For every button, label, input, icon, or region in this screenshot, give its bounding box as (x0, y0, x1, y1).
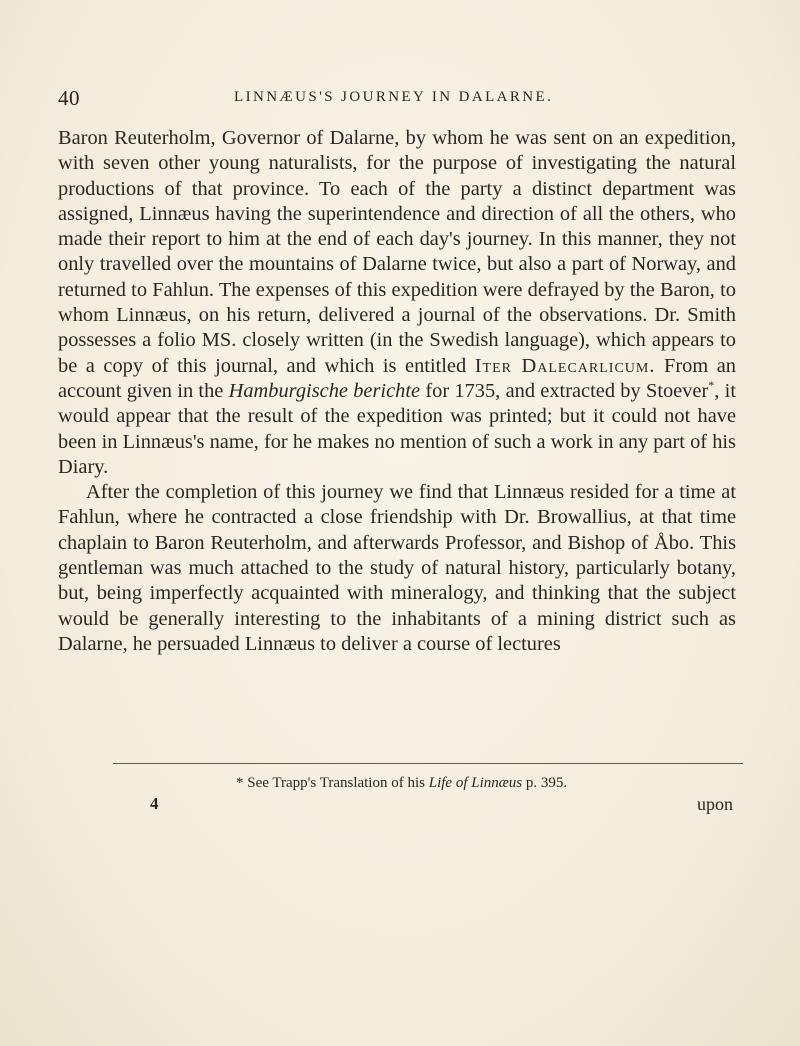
paragraph-1-text-b: From an account given in the (58, 354, 736, 402)
footnote-divider (113, 763, 743, 764)
work-title-iter-dalecarlicum: Iter Dalecarlicum. (474, 354, 656, 377)
body-text (58, 126, 736, 657)
footnote-work-title: Life of Linnæus (428, 775, 523, 791)
paragraph-1 (58, 126, 736, 480)
paragraph-1-text-a: Baron Reuterholm, Governor of Dalarne, by whom he was sent on an expedition, with seven other young naturalists, for the purpose of investigating the natural productions of that province. To each of the party a distinct department was assigned, Linnæus having the superintendence and direction of all the others, who made their report to him at the end of each day's journey. In this manner, they not only travelled over the mountains of Dalarne twice, but also a part of Norway, and returned to Fahlun. The expenses of this expedition were defrayed by the Baron, to whom Linnæus, on his return, delivered a journal of the observations. Dr. Smith possesses a folio MS. closely written (in the Swedish language), which appears to be a copy of this journal, and which is entitled (58, 127, 736, 377)
footnote-reference[interactable]: * (708, 378, 715, 393)
work-title-hamburgische-berichte: Hamburgische berichte (228, 379, 421, 402)
footnote-text-a: See Trapp's Translation of his (243, 775, 429, 791)
paragraph-2 (58, 480, 736, 657)
catchword: upon (697, 794, 733, 814)
footnote-marker: * (236, 775, 244, 791)
page-number: 40 (58, 86, 80, 110)
footnote-text-b: p. 395. (522, 775, 568, 791)
running-head (58, 86, 748, 110)
running-title: LINNÆUS'S JOURNEY IN DALARNE. (234, 89, 554, 105)
paragraph-1-text-d: , it would appear that the result of the expedition was printed; but it could not have been in Linnæus's name, for he makes no mention of such a work in any part of his Diary. (58, 379, 736, 478)
footnote (236, 774, 746, 792)
signature-mark: 4 (150, 794, 159, 813)
paragraph-2-text: After the completion of this journey we find that Linnæus resided for a time at Fahlun, where he contracted a close friendship with Dr. Browallius, at that time chaplain to Baron Reuterholm, and afterwards Professor, and Bishop of Åbo. This gentleman was much attached to the study of natural history, particularly botany, but, being imperfectly acquainted with mineralogy, and thinking that the subject would be generally interesting to the inhabitants of a mining district such as Dalarne, he persuaded Linnæus to deliver a course of lectures (58, 481, 736, 655)
paragraph-1-text-c: for 1735, and extracted by Stoever (420, 379, 709, 402)
